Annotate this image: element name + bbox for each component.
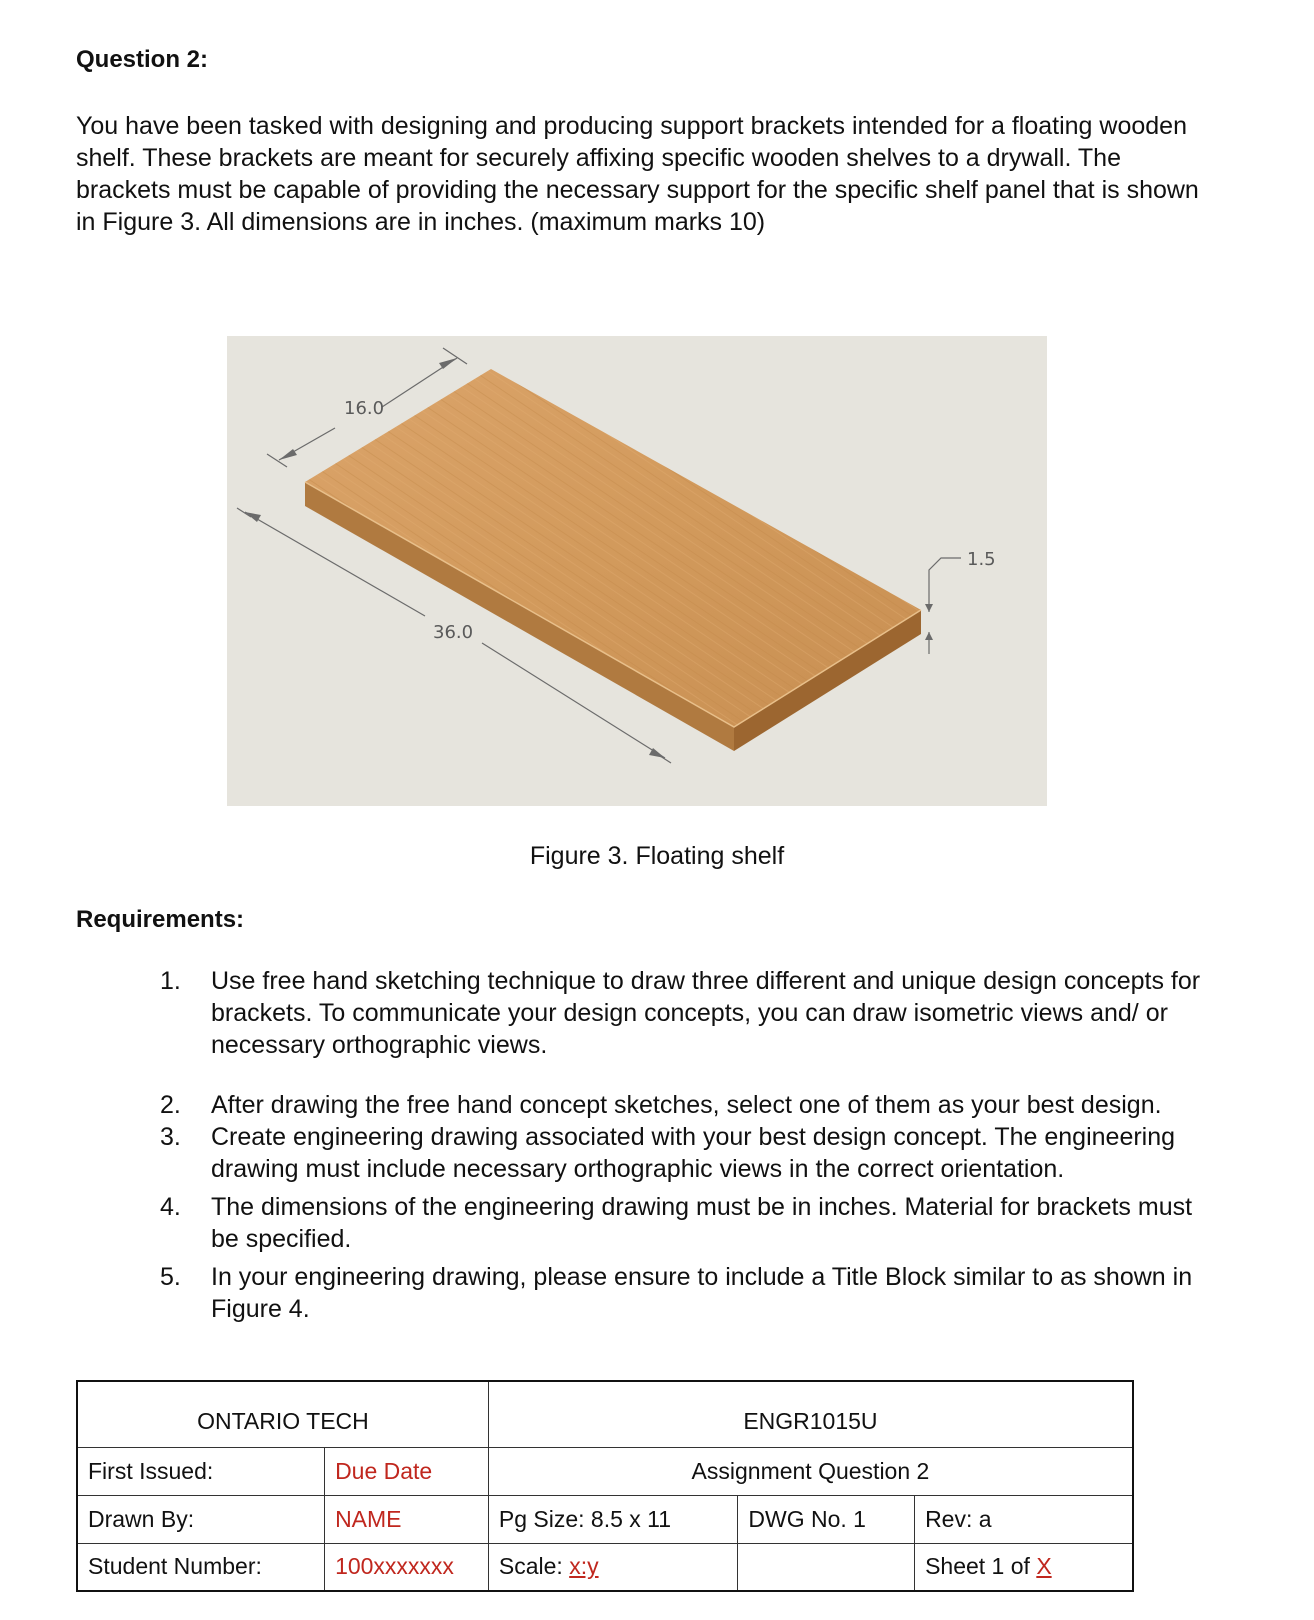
shelf-illustration: [227, 336, 1047, 806]
requirement-text: After drawing the free hand concept sketches, select one of them as your best design.: [211, 1091, 1162, 1119]
requirement-number: 1.: [160, 967, 181, 995]
first-issued-label: First Issued:: [77, 1447, 325, 1495]
title-block-row: [77, 1543, 1133, 1591]
empty-cell: [738, 1543, 915, 1591]
requirements-heading: Requirements:: [76, 906, 245, 933]
figure-caption: Figure 3. Floating shelf: [529, 842, 785, 870]
dimension-36-label: 36.0: [433, 622, 474, 643]
sheet-cell: [915, 1543, 1133, 1591]
revision: Rev: a: [915, 1495, 1133, 1543]
requirement-item: [160, 1121, 1210, 1185]
title-block-header-row: [77, 1381, 1133, 1447]
title-block-row: [77, 1495, 1133, 1543]
question-heading: Question 2:: [76, 46, 209, 73]
drawn-by-value: NAME: [325, 1495, 489, 1543]
first-issued-value: Due Date: [325, 1447, 489, 1495]
requirement-text: Use free hand sketching technique to draw three different and unique design concepts for brackets. To communicate your design concepts, you can draw isometric views and/ or necessary orthographic views.: [211, 967, 1201, 1059]
requirement-item: [160, 1261, 1210, 1325]
sheet-label: Sheet 1 of: [925, 1553, 1037, 1580]
drawing-number: DWG No. 1: [738, 1495, 915, 1543]
student-number-value: 100xxxxxxx: [325, 1543, 489, 1591]
requirement-item: [160, 1191, 1210, 1255]
requirement-number: 3.: [160, 1123, 181, 1151]
org-name: ONTARIO TECH: [77, 1381, 488, 1447]
requirement-text: The dimensions of the engineering drawing must be in inches. Material for brackets must be specified.: [211, 1193, 1193, 1253]
dimension-1-5: [925, 558, 961, 654]
title-block: [76, 1380, 1134, 1592]
requirement-text: In your engineering drawing, please ensure to include a Title Block similar to as shown in Figure 4.: [211, 1263, 1193, 1323]
course-code: ENGR1015U: [488, 1381, 1133, 1447]
question-intro: You have been tasked with designing and producing support brackets intended for a floating wooden shelf. These brackets are meant for securely affixing specific wooden shelves to a drywall. The brackets must be capable of providing the necessary support for the specific shelf panel that is shown in Figure 3. All dimensions are in inches. (maximum marks 10): [76, 112, 1199, 236]
requirement-item: [160, 965, 1210, 1061]
drawn-by-label: Drawn By:: [77, 1495, 325, 1543]
student-number-label: Student Number:: [77, 1543, 325, 1591]
requirement-text: Create engineering drawing associated with your best design concept. The engineering drawing must include necessary orthographic views in the correct orientation.: [211, 1123, 1176, 1183]
requirements-list: [160, 965, 1210, 1325]
requirement-number: 4.: [160, 1193, 181, 1221]
scale-label: Scale:: [498, 1553, 570, 1580]
requirement-item: [160, 1089, 1210, 1121]
dimension-16-label: 16.0: [344, 398, 385, 419]
scale-cell: [488, 1543, 738, 1591]
scale-value: x:y: [569, 1553, 599, 1580]
sheet-total: X: [1036, 1553, 1052, 1580]
page-size: Pg Size: 8.5 x 11: [488, 1495, 738, 1543]
shelf-figure: [227, 336, 1047, 806]
requirement-number: 2.: [160, 1091, 181, 1119]
dimension-1-5-label: 1.5: [967, 549, 996, 570]
assignment-title: Assignment Question 2: [488, 1447, 1133, 1495]
requirement-number: 5.: [160, 1263, 181, 1291]
title-block-row: [77, 1447, 1133, 1495]
